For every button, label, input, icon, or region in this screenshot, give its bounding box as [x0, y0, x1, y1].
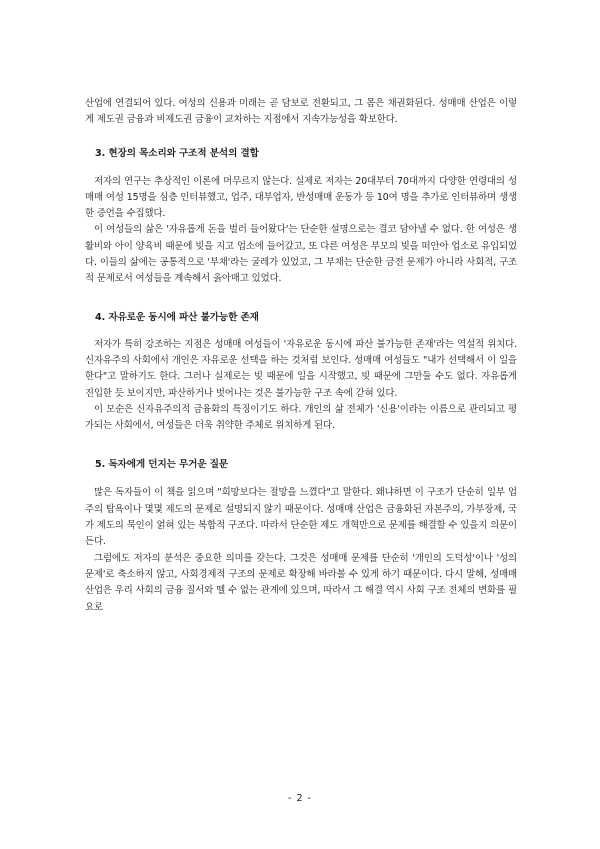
page-body: [85, 96, 517, 616]
section-4-paragraph-2: 이 모순은 신자유주의적 금융화의 특징이기도 하다. 개인의 삶 전체가 '신용'이라는 이름으로 관리되고 평가되는 사회에서, 여성들은 더욱 취약한 주체로 위치하게 된다.: [85, 403, 517, 432]
section-3-paragraph-1: 저자의 연구는 추상적인 이론에 머무르지 않는다. 실제로 저자는 20대부터 70대까지 다양한 연령대의 성매매 여성 15명을 심층 인터뷰했고, 업주, 대부업자, 반성매매 운동가 등 10여 명을 추가로 인터뷰하며 생생한 증언을 수집했다.: [85, 175, 517, 220]
page-number: - 2 -: [288, 793, 312, 804]
section-3-paragraph-2: 이 여성들의 삶은 '자유롭게 돈을 벌러 들어왔다'는 단순한 설명으로는 결코 담아낼 수 없다. 한 여성은 생활비와 아이 양육비 때문에 빚을 지고 업소에 들어갔고, 또 다른 여성은 부모의 빚을 떠안아 업소로 유입되었다. 이들의 삶에는 공통적으로 '부채'라는 굴레가 있었고, 그 부채는 단순한 금전 문제가 아니라 사회적, 구조적 문제로서 여성들을 계속해서 옭아매고 있었다.: [85, 224, 517, 285]
section-5-paragraph-1: 많은 독자들이 이 책을 읽으며 "희망보다는 절망을 느꼈다"고 말한다. 왜냐하면 이 구조가 단순히 일부 업주의 탐욕이나 몇몇 제도의 문제로 설명되지 않기 때문이다. 성매매 산업은 금융화된 자본주의, 가부장제, 국가 제도의 묵인이 얽혀 있는 복합적 구조다. 따라서 단순한 제도 개혁만으로 문제를 해결할 수 있을지 의문이 든다.: [85, 487, 517, 548]
intro-paragraph: 산업에 연결되어 있다. 여성의 신용과 미래는 곧 담보로 전환되고, 그 몸은 채권화된다. 성매매 산업은 이렇게 제도권 금융과 비제도권 금융이 교차하는 지점에서 지속가능성을 확보한다.: [85, 98, 517, 126]
section-4-heading: 4. 자유로운 동시에 파산 불가능한 존재: [95, 311, 259, 323]
section-5-paragraph-2: 그럼에도 저자의 분석은 중요한 의미를 갖는다. 그것은 성매매 문제를 단순히 '개인의 도덕성'이나 '성의 문제'로 축소하지 않고, 사회경제적 구조의 문제로 확장해 바라볼 수 있게 하기 때문이다. 다시 말해, 성매매 산업은 우리 사회의 금융 질서와 뗄 수 없는 관계에 있으며, 따라서 그 해결 역시 사회 구조 전체의 변화를 필요로: [85, 552, 517, 613]
section-4-paragraph-1: 저자가 특히 강조하는 지점은 성매매 여성들이 '자유로운 동시에 파산 불가능한 존재'라는 역설적 위치다. 신자유주의 사회에서 개인은 자유로운 선택을 하는 것처럼 보인다. 성매매 여성들도 "내가 선택해서 이 일을 한다"고 말하기도 한다. 그러나 실제로는 빚 때문에 일을 시작했고, 빚 때문에 그만둘 수도 없다. 자유롭게 진입한 듯 보이지만, 파산하거나 벗어나는 것은 불가능한 구조 속에 갇혀 있다.: [85, 338, 517, 399]
section-3-heading: 3. 현장의 목소리와 구조적 분석의 결합: [95, 147, 259, 159]
section-5-heading: 5. 독자에게 던지는 무거운 질문: [95, 459, 229, 471]
